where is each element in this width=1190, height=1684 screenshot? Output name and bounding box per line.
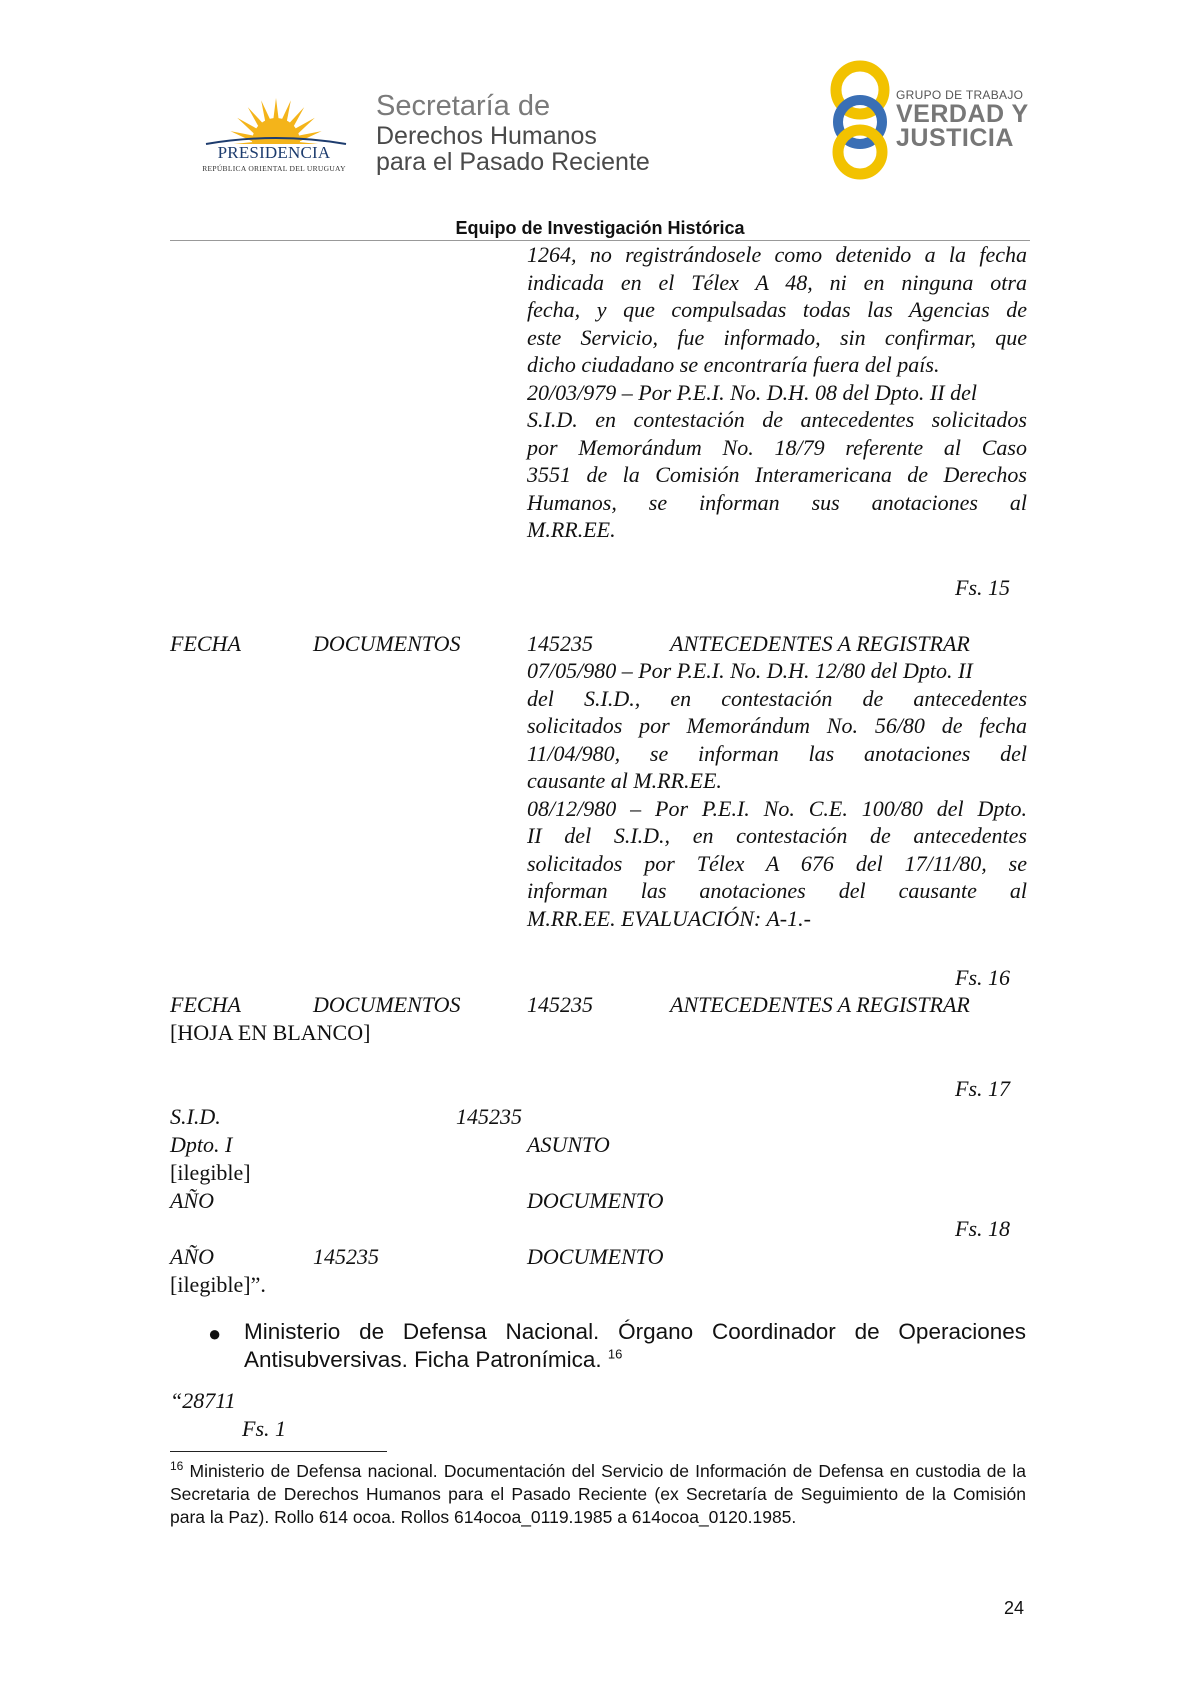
record-number: 145235 <box>527 992 593 1017</box>
record-number: 145235 <box>527 631 593 656</box>
sid-label: S.I.D. <box>170 1104 221 1129</box>
text-line: 11/04/980, se informan las anotaciones del <box>527 740 1027 766</box>
gvj-title-line-1: VERDAD Y <box>896 100 1029 128</box>
text-line: dicho ciudadano se encontraría fuera del país. <box>527 352 940 377</box>
fecha-label: FECHA <box>170 992 241 1017</box>
text-line: 07/05/980 – Por P.E.I. No. D.H. 12/80 del Dpto. II <box>527 658 973 683</box>
folio-label: Fs. 1 <box>242 1416 286 1441</box>
text-line: solicitados por Memorándum No. 56/80 de fecha <box>527 713 1027 738</box>
illegible-note: [ilegible] <box>170 1160 251 1185</box>
asunto-label: ASUNTO <box>527 1132 610 1157</box>
footnote-ref: 16 <box>607 1346 623 1362</box>
text-line: 3551 de la Comisión Interamericana de Derechos <box>527 462 1027 487</box>
documento-label: DOCUMENTO <box>527 1244 664 1269</box>
secretaria-line-2: Derechos Humanos <box>376 122 597 150</box>
bullet-line-2: Antisubversivas. Ficha Patronímica. <box>244 1347 602 1372</box>
presidencia-sub-label: REPÚBLICA ORIENTAL DEL URUGUAY <box>202 164 346 173</box>
gvj-title-line-2: JUSTICIA <box>896 124 1014 152</box>
rings-logo-icon <box>822 56 902 180</box>
text-line: S.I.D. en contestación de antecedentes solicitados <box>527 407 1027 432</box>
bullet-line-1: Ministerio de Defensa Nacional. Órgano Coordinador de Operaciones <box>244 1319 1026 1344</box>
record-number: 145235 <box>313 1244 379 1269</box>
bullet-icon: ● <box>208 1321 222 1346</box>
documentos-label: DOCUMENTOS <box>313 631 461 656</box>
fecha-label: FECHA <box>170 631 241 656</box>
text-line: indicada en el Télex A 48, ni en ninguna otra <box>527 269 1027 295</box>
secretaria-line-1: Secretaría de <box>376 90 551 122</box>
anio-label: AÑO <box>170 1244 214 1269</box>
illegible-note: [ilegible]”. <box>170 1272 266 1297</box>
folio-label: Fs. 18 <box>955 1216 1010 1241</box>
text-line: 08/12/980 – Por P.E.I. No. C.E. 100/80 del Dpto. <box>527 795 1027 821</box>
documentos-label: DOCUMENTOS <box>313 992 461 1017</box>
text-line: por Memorándum No. 18/79 referente al Caso <box>527 434 1027 460</box>
text-line: del S.I.D., en contestación de antecedentes <box>527 685 1027 711</box>
secretaria-line-3: para el Pasado Reciente <box>376 148 650 176</box>
record-number: 145235 <box>456 1104 522 1129</box>
text-line: 20/03/979 – Por P.E.I. No. D.H. 08 del Dpto. II del <box>527 379 977 405</box>
footnote-divider <box>170 1451 387 1452</box>
antecedentes-label: ANTECEDENTES A REGISTRAR <box>670 631 970 656</box>
text-line: este Servicio, fue informado, sin confirmar, que <box>527 324 1027 350</box>
folio-label: Fs. 15 <box>955 575 1010 600</box>
dpto-label: Dpto. I <box>170 1132 233 1157</box>
page-number: 24 <box>1004 1598 1025 1618</box>
quote-number: “28711 <box>170 1388 236 1413</box>
antecedentes-label: ANTECEDENTES A REGISTRAR <box>670 992 970 1017</box>
text-line: causante al M.RR.EE. <box>527 768 722 793</box>
anio-label: AÑO <box>170 1188 214 1213</box>
text-line: M.RR.EE. <box>527 517 616 542</box>
gvj-small-label: GRUPO DE TRABAJO <box>896 88 1024 102</box>
text-line: informan las anotaciones del causante al <box>527 878 1027 903</box>
text-line: 1264, no registrándosele como detenido a la fecha <box>527 242 1027 267</box>
folio-label: Fs. 16 <box>955 965 1010 990</box>
text-line: Humanos, se informan sus anotaciones al <box>527 489 1027 515</box>
team-heading: Equipo de Investigación Histórica <box>455 218 745 238</box>
text-block-2 <box>527 657 1027 932</box>
bullet-item <box>244 1318 1026 1374</box>
presidencia-label: PRESIDENCIA <box>217 143 331 162</box>
documento-label: DOCUMENTO <box>527 1188 664 1213</box>
folio-label: Fs. 17 <box>955 1076 1010 1101</box>
text-line: solicitados por Télex A 676 del 17/11/80, se <box>527 850 1027 876</box>
blank-page-note: [HOJA EN BLANCO] <box>170 1020 371 1045</box>
text-block-1 <box>527 241 1027 544</box>
text-line: M.RR.EE. EVALUACIÓN: A-1.- <box>527 905 811 931</box>
footnote-number: 16 <box>170 1459 184 1474</box>
text-line: fecha, y que compulsadas todas las Agencias de <box>527 297 1027 322</box>
footnote-text: Ministerio de Defensa nacional. Documentación del Servicio de Información de Defensa en custodia de la Secretaria de Derechos Humanos para el Pasado Reciente (ex Secretaría de Seguimiento de la Comisión para la Paz). Rollo 614 ocoa. Rollos 614ocoa_0119.1985 a 614ocoa_0120.1985. <box>170 1461 1027 1527</box>
footnote <box>170 1460 1026 1529</box>
text-line: II del S.I.D., en contestación de antecedentes <box>527 823 1027 848</box>
